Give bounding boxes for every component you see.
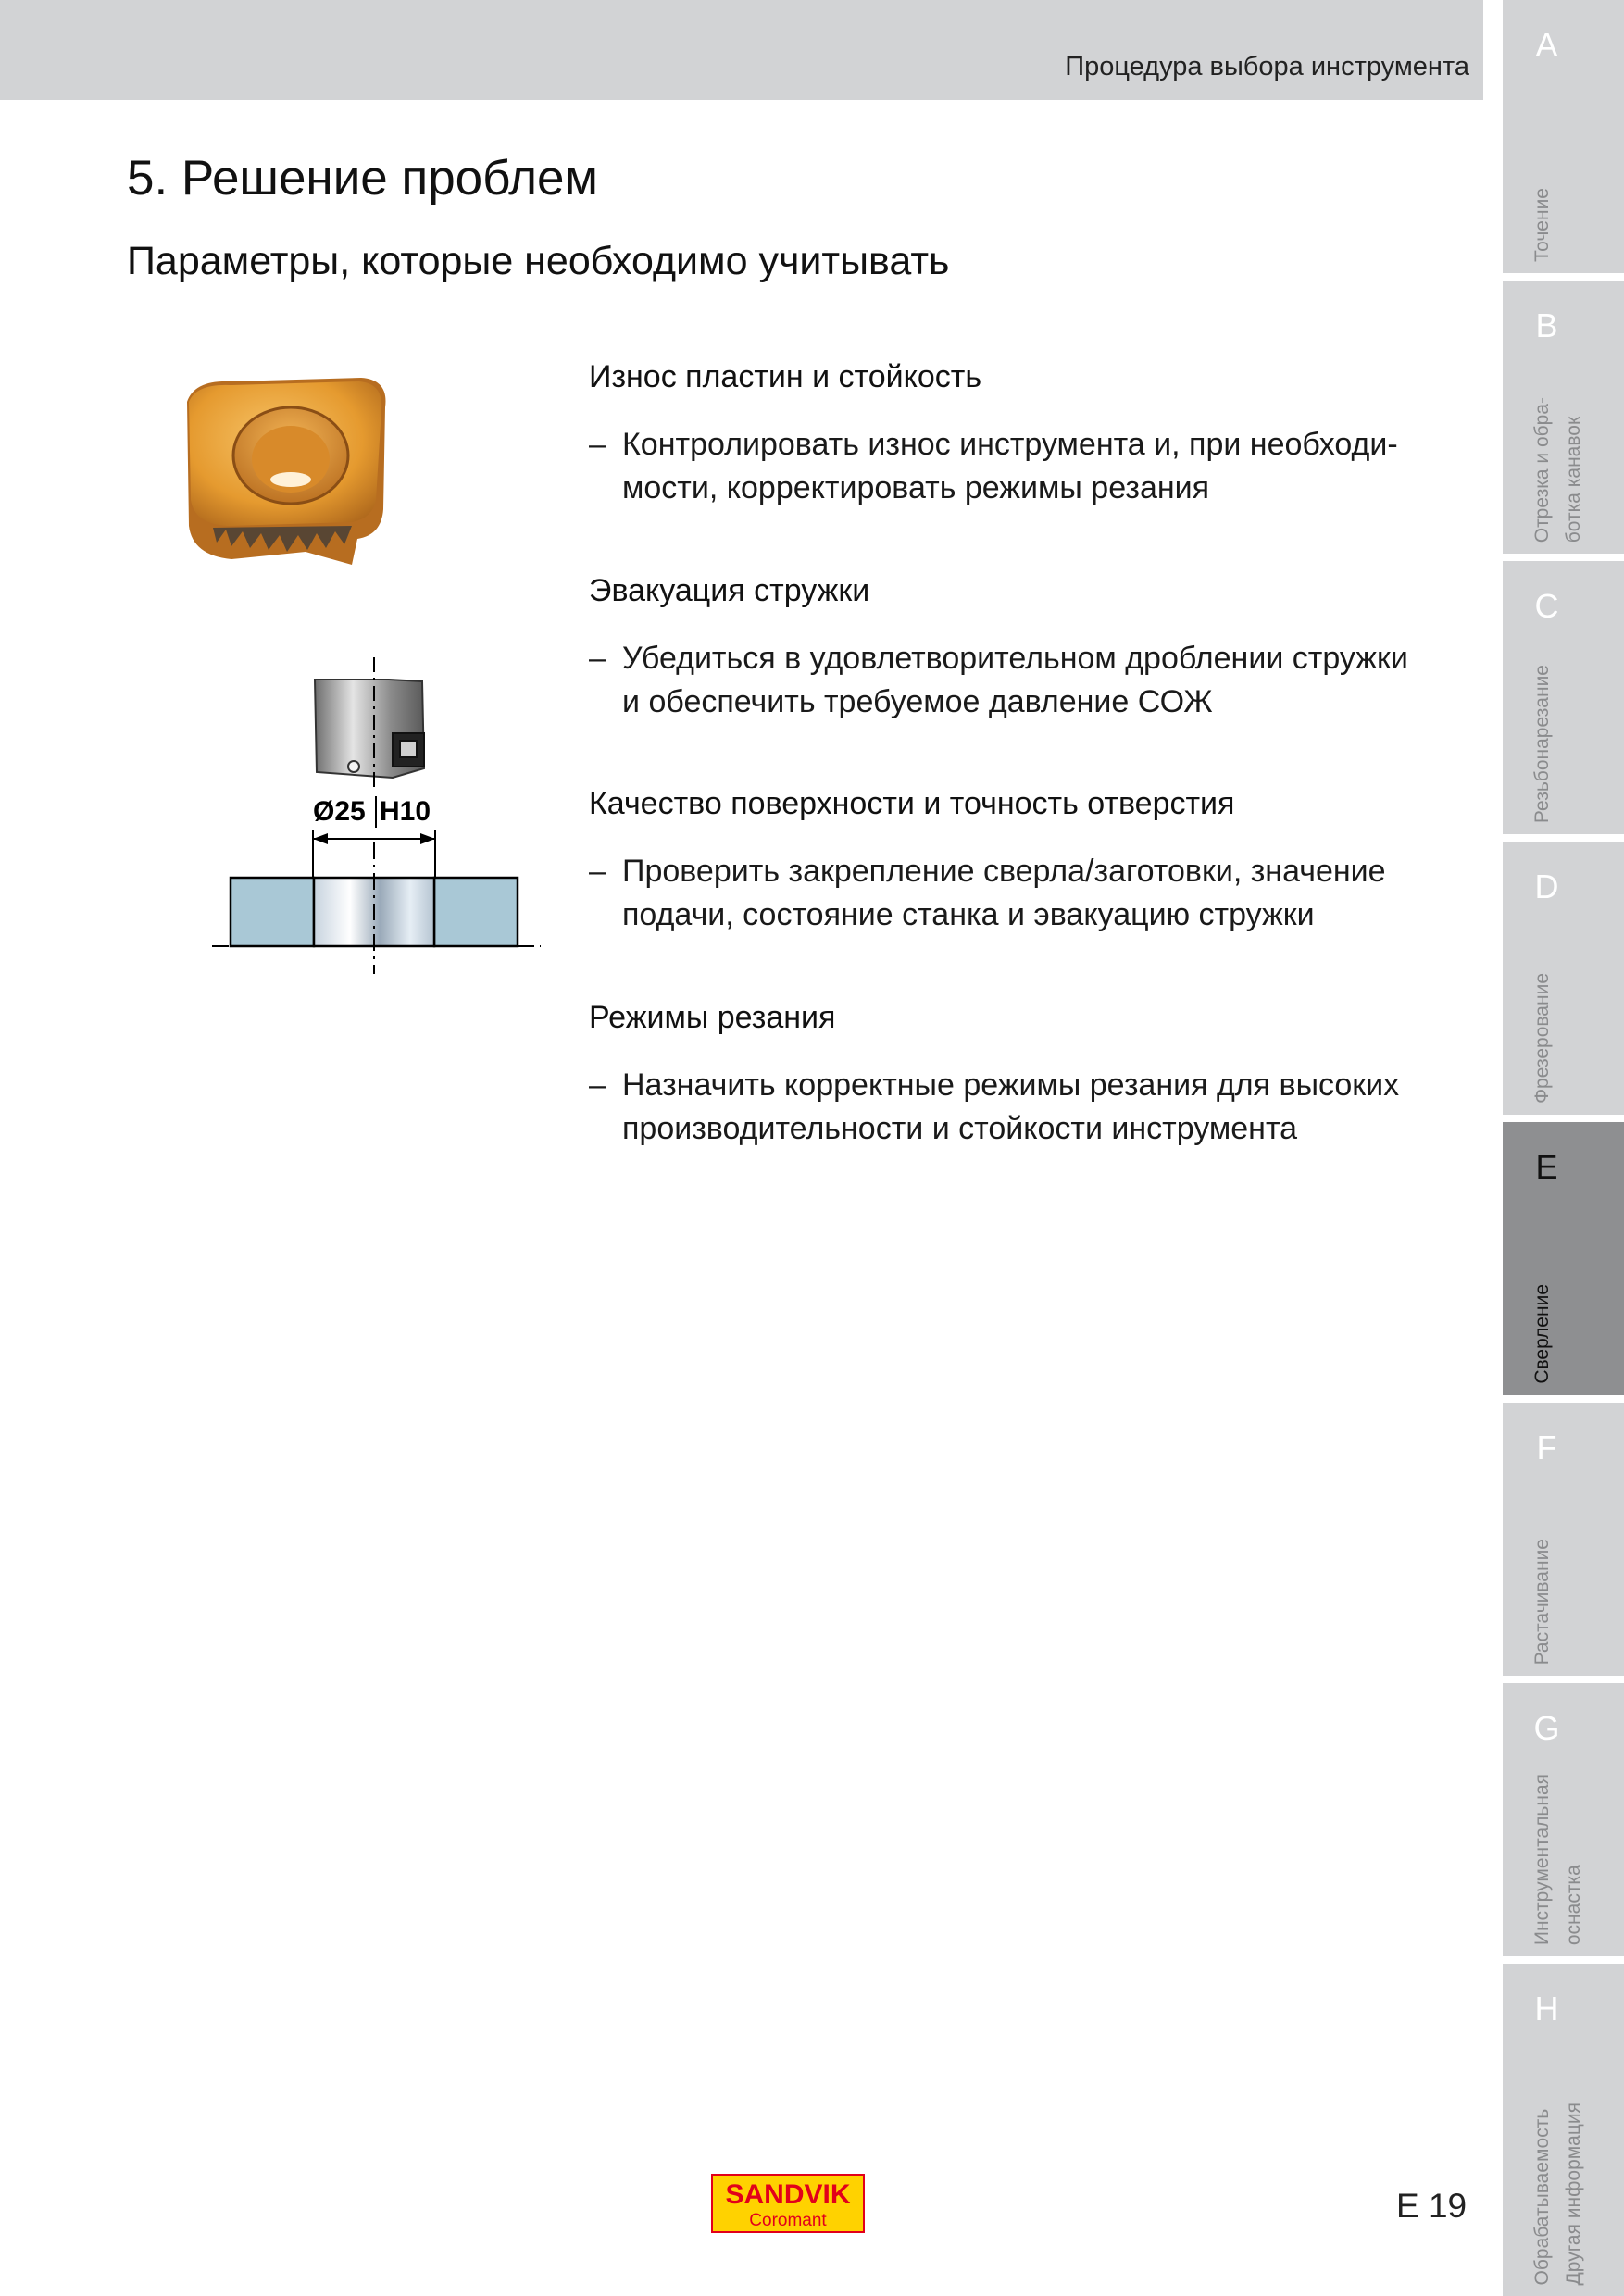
section-bullet xyxy=(589,1064,1478,1151)
tab-g[interactable] xyxy=(1503,1683,1624,1956)
header-band xyxy=(0,0,1483,100)
section-surface-quality xyxy=(589,786,1478,937)
dimension-diameter: Ø25 xyxy=(313,796,366,827)
page-number: E 19 xyxy=(1396,2187,1468,2225)
section-sidebar xyxy=(1503,0,1624,2296)
tab-letter: F xyxy=(1536,1429,1557,1466)
logo-sub: Coromant xyxy=(749,2211,827,2230)
section-chip-evacuation xyxy=(589,573,1478,724)
bullet-dash: – xyxy=(589,854,606,889)
section-heading: Режимы резания xyxy=(589,1000,836,1035)
bullet-text: Проверить закрепление сверла/заготовки, значение подачи, состояние станка и эвакуацию стружки xyxy=(622,854,1386,932)
tab-c[interactable] xyxy=(1503,561,1624,834)
page-title: 5. Решение проблем xyxy=(127,151,598,206)
tab-label: Фрезерование xyxy=(1531,973,1553,1104)
tab-label: Точение xyxy=(1531,187,1553,262)
section-heading: Износ пластин и стойкость xyxy=(589,359,982,394)
tab-label: Растачивание xyxy=(1531,1538,1553,1665)
tab-letter: E xyxy=(1535,1148,1558,1186)
bullet-text: Убедиться в удовлетворительном дроблении стружки и обеспечить требуемое давление СОЖ xyxy=(622,641,1408,719)
tab-letter: B xyxy=(1535,306,1558,344)
tab-label: Обрабатываемость Другая информация xyxy=(1531,2102,1584,2285)
tab-d[interactable] xyxy=(1503,842,1624,1115)
tab-label: Резьбонарезание xyxy=(1531,664,1553,823)
tab-label: Инструментальная оснастка xyxy=(1531,1773,1584,1945)
section-bullet xyxy=(589,423,1478,510)
dimension-tolerance: H10 xyxy=(380,796,431,827)
page-subtitle: Параметры, которые необходимо учитывать xyxy=(127,239,950,283)
section-cutting-data xyxy=(589,1000,1478,1151)
logo-brand: SANDVIK xyxy=(725,2179,851,2210)
bullet-dash: – xyxy=(589,641,606,676)
bullet-dash: – xyxy=(589,427,606,462)
drill-hole-illustration xyxy=(207,648,559,991)
tab-letter: G xyxy=(1533,1709,1560,1747)
tab-b[interactable] xyxy=(1503,281,1624,554)
bullet-text: Контролировать износ инструмента и, при необходи- мости, корректировать режимы резания xyxy=(622,427,1398,505)
insert-wear-illustration xyxy=(176,370,398,569)
tab-f[interactable] xyxy=(1503,1403,1624,1676)
tab-label: Сверление xyxy=(1531,1284,1553,1384)
tab-a[interactable] xyxy=(1503,0,1624,273)
tab-letter: C xyxy=(1534,587,1559,625)
header-title: Процедура выбора инструмента xyxy=(1065,52,1469,81)
section-bullet xyxy=(589,850,1478,937)
bullet-text: Назначить корректные режимы резания для высоких производительности и стойкости инструмента xyxy=(622,1067,1400,1146)
section-heading: Качество поверхности и точность отверстия xyxy=(589,786,1235,821)
tab-letter: H xyxy=(1534,1990,1559,2028)
tab-label: Отрезка и обра- ботка канавок xyxy=(1531,396,1584,543)
tab-letter: D xyxy=(1534,867,1559,905)
tab-e[interactable] xyxy=(1503,1122,1624,1395)
bullet-dash: – xyxy=(589,1067,606,1103)
section-insert-wear xyxy=(589,359,1478,510)
tab-h[interactable] xyxy=(1503,1964,1624,2296)
sandvik-coromant-logo xyxy=(711,2174,865,2233)
section-bullet xyxy=(589,637,1478,724)
tab-letter: A xyxy=(1535,26,1558,64)
section-heading: Эвакуация стружки xyxy=(589,573,870,608)
